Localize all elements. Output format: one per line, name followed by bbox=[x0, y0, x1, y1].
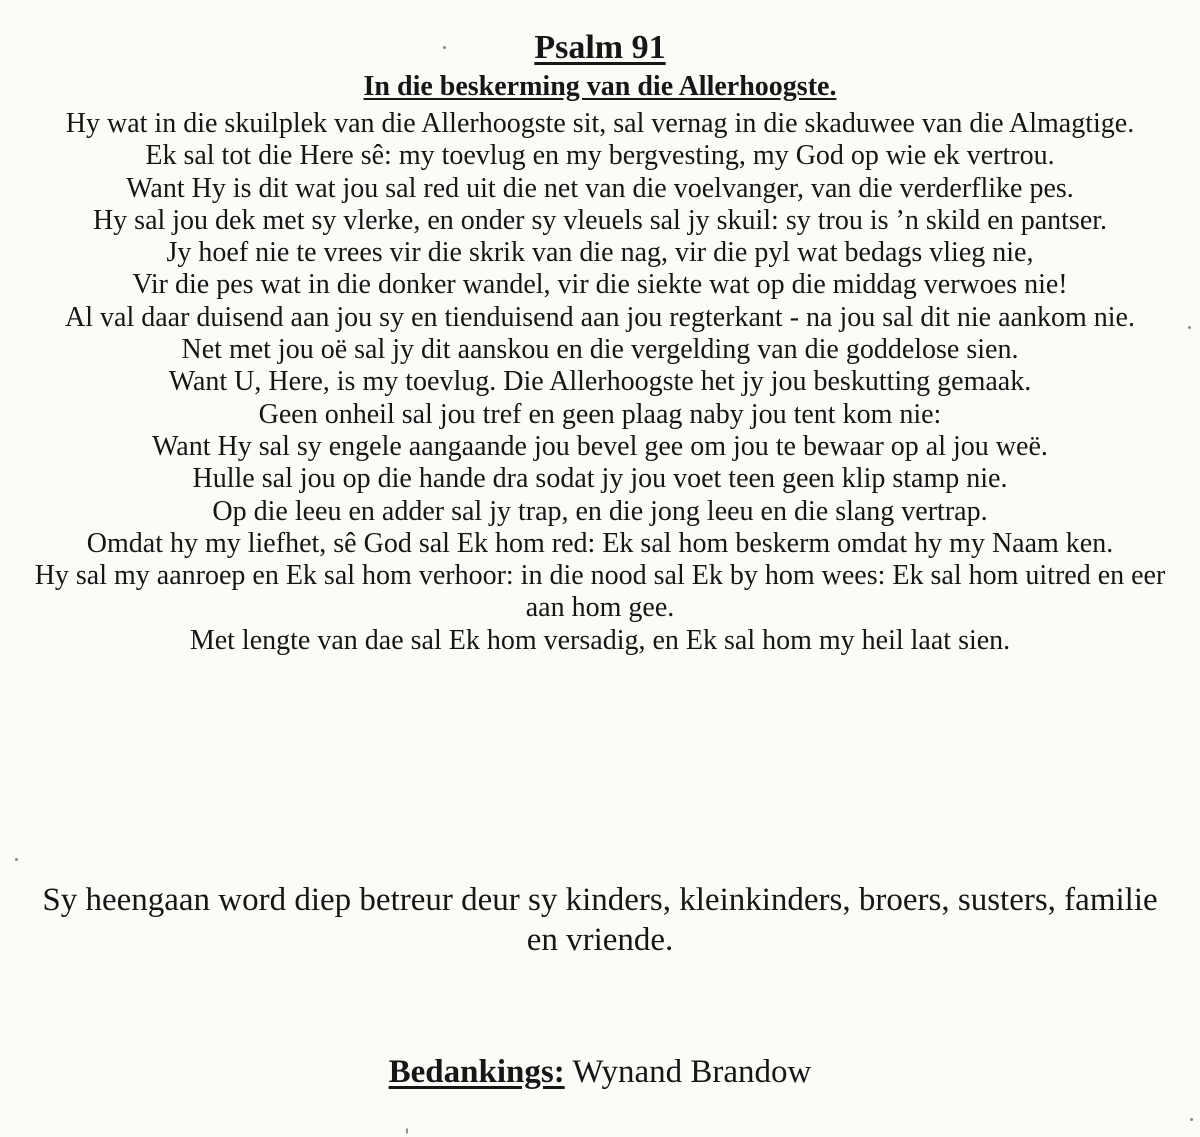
page-subtitle: In die beskerming van die Allerhoogste. bbox=[363, 71, 837, 102]
psalm-verses bbox=[20, 108, 1180, 657]
verse-line: Omdat hy my liefhet, sê God sal Ek hom red: Ek sal hom beskerm omdat hy my Naam ken. bbox=[86, 527, 1114, 559]
verse-line: Ek sal tot die Here sê: my toevlug en my bergvesting, my God op wie ek vertrou. bbox=[145, 140, 1055, 172]
acknowledgements bbox=[0, 1052, 1200, 1092]
verse-line: Want Hy sal sy engele aangaande jou bevel gee om jou te bewaar op al jou weë. bbox=[152, 430, 1048, 462]
acknowledgements-label: Bedankings: bbox=[388, 1054, 565, 1090]
verse-line: Hulle sal jou op die hande dra sodat jy jou voet teen geen klip stamp nie. bbox=[192, 463, 1008, 495]
verse-line: Met lengte van dae sal Ek hom versadig, en Ek sal hom my heil laat sien. bbox=[189, 624, 1011, 656]
scan-speck bbox=[406, 1128, 408, 1134]
verse-line: Want U, Here, is my toevlug. Die Allerhoogste het jy jou beskutting gemaak. bbox=[168, 366, 1032, 398]
page-title: Psalm 91 bbox=[534, 29, 666, 66]
tribute-text: Sy heengaan word diep betreur deur sy kinders, kleinkinders, broers, susters, familie en vriende. bbox=[42, 882, 1158, 958]
verse-line: Hy wat in die skuilplek van die Allerhoogste sit, sal vernag in die skaduwee van die Almagtige. bbox=[65, 108, 1135, 139]
verse-line: Jy hoef nie te vrees vir die skrik van die nag, vir die pyl wat bedags vlieg nie, bbox=[166, 237, 1034, 269]
verse-line: Want Hy is dit wat jou sal red uit die net van die voelvanger, van die verderflike pes. bbox=[126, 172, 1074, 204]
verse-line: Hy sal my aanroep en Ek sal hom verhoor: in die nood sal Ek by hom wees: Ek sal hom uitred en eer aan hom gee. bbox=[34, 560, 1166, 624]
verse-line: Al val daar duisend aan jou sy en tienduisend aan jou regterkant - na jou sal dit nie aankom nie. bbox=[65, 301, 1135, 333]
verse-line: Hy sal jou dek met sy vlerke, en onder sy vleuels sal jy skuil: sy trou is ’n skild en pantser. bbox=[92, 204, 1108, 236]
verse-line: Net met jou oë sal jy dit aanskou en die vergelding van die goddelose sien. bbox=[181, 334, 1019, 366]
scan-speck bbox=[15, 858, 18, 861]
scan-speck bbox=[443, 46, 446, 49]
verse-line: Geen onheil sal jou tref en geen plaag naby jou tent kom nie: bbox=[258, 398, 942, 430]
scan-speck bbox=[1190, 1118, 1193, 1121]
verse-line: Op die leeu en adder sal jy trap, en die jong leeu en die slang vertrap. bbox=[212, 495, 988, 527]
acknowledgements-name: Wynand Brandow bbox=[572, 1054, 812, 1090]
scan-speck bbox=[1188, 326, 1191, 329]
verse-line: Vir die pes wat in die donker wandel, vir die siekte wat op die middag verwoes nie! bbox=[132, 269, 1068, 301]
